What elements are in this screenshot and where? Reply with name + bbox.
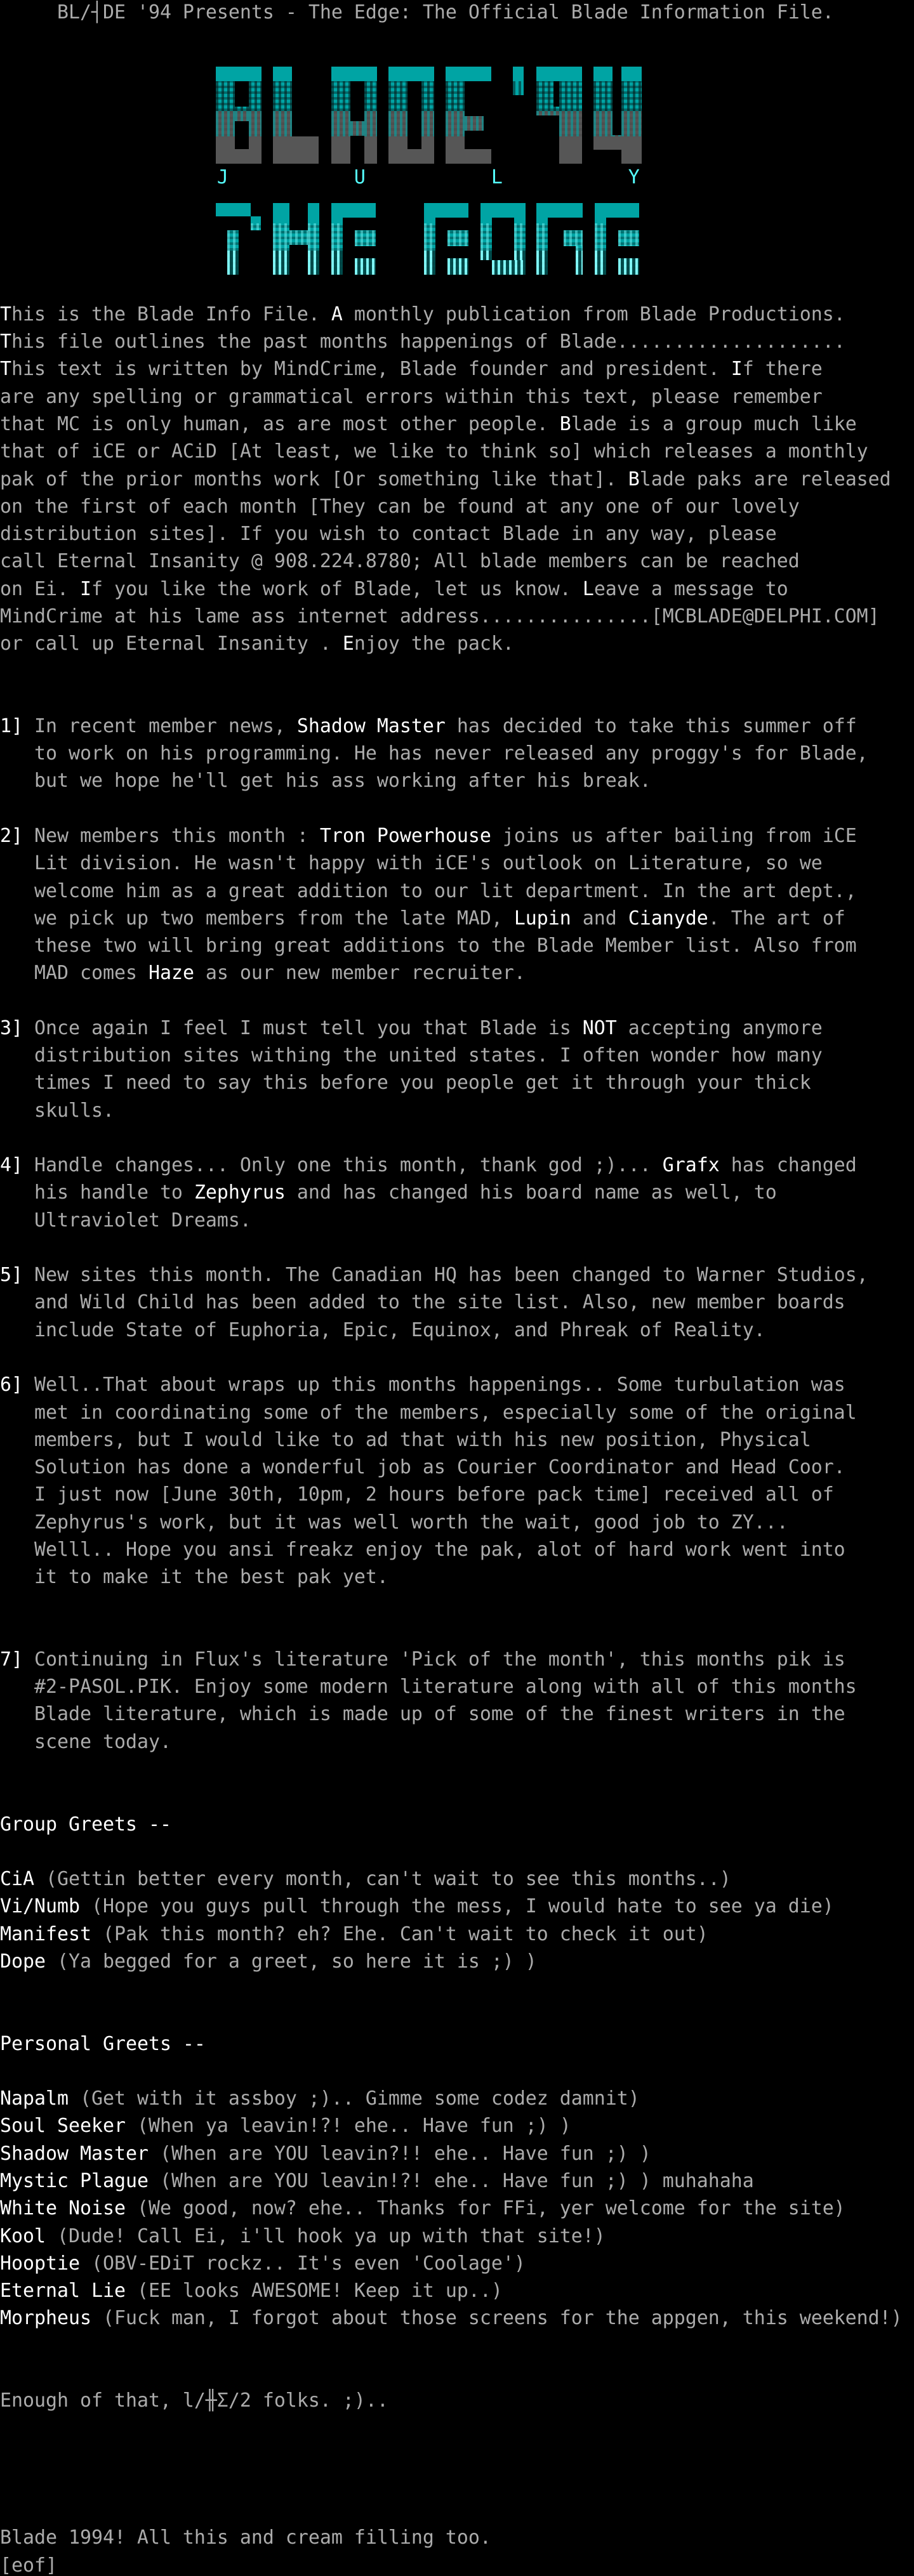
text-dim: (EE looks AWESOME! Keep it up..) <box>125 2280 503 2303</box>
text-bright: Haze <box>148 962 194 985</box>
logo-letter-E <box>424 203 468 275</box>
text-dim: New sites this month. The Canadian HQ has been changed to Warner Studios, <box>34 1264 868 1287</box>
blank-row <box>0 2332 914 2360</box>
logo-letter-part <box>446 67 465 164</box>
text-row <box>0 1042 914 1069</box>
text-dim: and <box>571 907 628 930</box>
text-dim: (Fuck man, I forgot about those screens for the appgen, this weekend!) <box>91 2307 903 2330</box>
text-row <box>0 2140 914 2167</box>
text-row <box>0 2387 914 2414</box>
text-dim: New members this month : <box>34 824 320 847</box>
text-bright: 4] <box>0 1154 34 1177</box>
logo-letter-9 <box>536 67 582 164</box>
text-bright: Group Greets -- <box>0 1813 171 1836</box>
text-dim: (OBV-EDiT rockz.. It's even 'Coolage') <box>79 2252 526 2275</box>
text-bright: 6] <box>0 1374 34 1396</box>
logo-letter-part <box>251 216 261 230</box>
text-dim: as our new member recruiter. <box>194 962 526 985</box>
text-dim: but we hope he'll get his ass working after his break. <box>0 770 651 792</box>
blank-row <box>0 1124 914 1152</box>
text-row <box>0 2552 914 2576</box>
text-row <box>0 383 914 411</box>
text-row <box>0 1069 914 1096</box>
logo-letter-part <box>536 203 583 218</box>
text-dim: Once again I feel I must tell you that Blade is <box>34 1016 583 1039</box>
text-row <box>0 2112 914 2139</box>
blank-row <box>0 657 914 685</box>
text-bright: A <box>331 303 343 325</box>
text-dim: accepting anymore <box>616 1016 823 1039</box>
text-row <box>0 355 914 383</box>
text-bright: B <box>628 468 640 490</box>
blank-row <box>0 1783 914 1810</box>
blank-row <box>0 2360 914 2387</box>
text-bright: Napalm <box>0 2087 69 2110</box>
text-row <box>0 850 914 877</box>
text-row <box>0 2250 914 2277</box>
text-row <box>0 1454 914 1481</box>
text-bright: T <box>0 303 11 325</box>
text-bright: 3] <box>0 1016 34 1039</box>
text-row <box>0 1426 914 1454</box>
blank-row <box>0 273 914 301</box>
blank-row <box>0 987 914 1015</box>
text-dim: members, but I would like to ad that with his new position, Physical <box>0 1428 811 1451</box>
text-bright: I <box>79 577 91 600</box>
text-row <box>0 1563 914 1591</box>
logo-letter-part <box>618 230 639 246</box>
text-dim: Zephyrus's work, but it was well worth the wait, good job to ZY... <box>0 1511 788 1534</box>
text-row <box>0 1865 914 1893</box>
text-dim: and Wild Child has been added to the site list. Also, new member boards <box>0 1291 845 1314</box>
text-dim: joins us after bailing from iCE <box>491 824 857 847</box>
logo-letter-part <box>447 230 468 246</box>
text-row <box>0 1948 914 1975</box>
text-dim: f there <box>742 358 823 381</box>
text-bright: Shadow Master <box>0 2142 149 2165</box>
text-row <box>0 2277 914 2304</box>
text-row <box>0 2304 914 2332</box>
text-dim: MAD comes <box>0 962 149 985</box>
logo-letter-D <box>388 67 434 164</box>
text-dim: on the first of each month [They can be found at any one of our lovely <box>0 495 800 518</box>
text-dim: (Get with it assboy ;).. Gimme some codez damnit) <box>68 2087 640 2110</box>
text-row <box>0 164 914 191</box>
logo-letter-part <box>308 203 319 275</box>
logo-letter-part <box>465 67 491 81</box>
logo-letter-part <box>407 67 434 81</box>
text-dim: has decided to take this summer off <box>445 714 857 737</box>
blank-row <box>0 1619 914 1646</box>
text-row <box>0 411 914 438</box>
text-row <box>0 1317 914 1344</box>
logo-letter-part <box>576 246 583 275</box>
text-dim: distribution sites withing the united states. I often wonder how many <box>0 1044 823 1067</box>
text-bright: Kool <box>0 2224 46 2247</box>
text-row <box>0 1646 914 1673</box>
text-dim: distribution sites]. If you wish to contact Blade in any way, please <box>0 523 777 546</box>
text-dim: skulls. <box>0 1099 114 1122</box>
logo-letter-H <box>273 203 319 275</box>
text-dim: on Ei. <box>0 577 80 600</box>
blank-row <box>0 2469 914 2497</box>
text-dim: eave a message to <box>593 577 788 600</box>
text-dim: Blade literature, which is made up of some of the finest writers in the <box>0 1703 845 1726</box>
text-dim: welcome him as a great addition to our lit department. In the art dept., <box>0 879 857 902</box>
text-dim: are any spelling or grammatical errors within this text, please remember <box>0 385 823 408</box>
blank-row <box>0 2414 914 2441</box>
text-cyan: J U L Y <box>0 166 640 188</box>
logo-letter-part <box>480 203 526 218</box>
text-dim: Solution has done a wonderful job as Courier Coordinator and Head Coor. <box>0 1456 845 1479</box>
text-row <box>0 1673 914 1700</box>
blank-row <box>0 1975 914 2002</box>
logo-letter-part <box>492 260 526 275</box>
text-bright: Shadow Master <box>296 714 446 737</box>
text-bright: B <box>559 412 571 435</box>
text-bright: Vi/Numb <box>0 1895 80 1918</box>
text-dim: [eof] <box>0 2554 57 2576</box>
text-dim: f you like the work of Blade, let us know. <box>91 577 583 600</box>
text-row <box>0 520 914 548</box>
blank-row <box>0 26 914 53</box>
logo-letter-part <box>424 203 468 218</box>
logo-letter-part <box>447 258 468 275</box>
text-dim: (When are YOU leavin!?! ehe.. Have fun ;) ) muhahaha <box>148 2169 754 2192</box>
logo-letter-part <box>618 258 639 275</box>
text-row <box>0 1289 914 1316</box>
text-row <box>0 603 914 630</box>
text-row <box>0 740 914 767</box>
logo-letter-part <box>331 203 376 218</box>
logo-letter-part <box>350 67 377 81</box>
logo-letter-part <box>559 67 582 164</box>
text-row <box>0 2030 914 2058</box>
text-dim: lade paks are released <box>639 468 891 490</box>
text-bright: T <box>0 331 11 353</box>
logo-letter-part <box>273 67 292 164</box>
text-row <box>0 1261 914 1289</box>
text-row <box>0 1921 914 1948</box>
text-row <box>0 1371 914 1398</box>
text-dim: Ultraviolet Dreams. <box>0 1209 251 1232</box>
logo-letter-part <box>407 149 434 164</box>
text-bright: 5] <box>0 1264 34 1287</box>
text-row <box>0 822 914 850</box>
logo-letter-E <box>446 67 491 164</box>
logo-letter-part <box>273 203 289 275</box>
text-dim: (Hope you guys pull through the mess, I would hate to see ya die) <box>79 1895 834 1918</box>
text-bright: T <box>0 358 11 381</box>
logo-letter-part <box>593 67 613 150</box>
text-bright: NOT <box>582 1016 617 1039</box>
text-dim: pak of the prior months work [Or something like that]. <box>0 468 628 490</box>
text-row <box>0 877 914 905</box>
blank-row <box>0 2497 914 2524</box>
logo-letter-part <box>235 149 249 164</box>
logo-letter-E <box>331 203 376 275</box>
logo-letter-part <box>364 81 377 164</box>
text-dim: (We good, now? ehe.. Thanks for FFi, yer welcome for the site) <box>125 2197 845 2220</box>
text-row <box>0 1207 914 1234</box>
text-bright: Cianyde <box>628 907 708 930</box>
text-bright: 2] <box>0 824 34 847</box>
text-bright: Hooptie <box>0 2252 80 2275</box>
text-row <box>0 2195 914 2222</box>
text-bright: CiA <box>0 1868 34 1891</box>
text-row <box>0 0 914 26</box>
text-dim: (Dude! Call Ei, i'll hook ya up with that site!) <box>45 2224 606 2247</box>
logo-letter-A <box>331 67 377 164</box>
text-row <box>0 630 914 657</box>
text-bright: L <box>582 577 594 600</box>
text-bright: Personal Greets -- <box>0 2032 206 2055</box>
logo-letter-part <box>564 230 583 246</box>
text-dim: monthly publication from Blade Productions. <box>342 303 845 325</box>
text-dim: Handle changes... Only one this month, thank god ;)... <box>34 1154 663 1177</box>
text-row <box>0 959 914 987</box>
text-dim: met in coordinating some of the members, especially some of the original <box>0 1401 857 1424</box>
logo-letter-B <box>216 67 262 164</box>
text-dim: has changed <box>719 1154 857 1177</box>
blank-row <box>0 1838 914 1865</box>
text-dim: these two will bring great additions to the Blade Member list. Also from <box>0 935 857 957</box>
logo-letter-L <box>273 67 319 164</box>
text-row <box>0 301 914 328</box>
blank-row <box>0 1234 914 1261</box>
logo-letter-part <box>621 67 642 164</box>
text-bright: Eternal Lie <box>0 2280 126 2303</box>
text-dim: that MC is only human, as are most other people. <box>0 412 560 435</box>
logo-letter-part <box>235 67 249 81</box>
text-bright: Mystic Plague <box>0 2169 149 2192</box>
text-dim: I just now [June 30th, 10pm, 2 hours before pack time] received all of <box>0 1483 834 1506</box>
logo-letter-part <box>216 67 235 164</box>
logo-letter-E <box>595 203 639 275</box>
text-dim: his file outlines the past months happenings of Blade.................... <box>11 331 845 353</box>
text-bright: Soul Seeker <box>0 2115 126 2138</box>
logo-letter-part <box>613 135 621 150</box>
text-bright: Tron Powerhouse <box>319 824 491 847</box>
text-row <box>0 1893 914 1920</box>
blank-row <box>0 685 914 713</box>
logo-letter-part <box>216 203 251 216</box>
text-row <box>0 548 914 575</box>
text-row <box>0 932 914 959</box>
text-row <box>0 1097 914 1124</box>
logo-letter-D <box>480 203 526 275</box>
text-dim: (Ya begged for a greet, so here it is ;) ) <box>45 1950 537 1973</box>
logo-letter-part <box>249 67 262 164</box>
logo-letter-part <box>235 107 249 121</box>
text-dim: (When ya leavin!?! ehe.. Have fun ;) ) <box>125 2115 571 2138</box>
blank-row <box>0 1756 914 1783</box>
logo-letter-part <box>465 149 491 164</box>
text-dim: njoy the pack. <box>354 633 514 655</box>
text-dim: Lit division. He wasn't happy with iCE's outlook on Literature, so we <box>0 852 823 875</box>
logo-letter-' <box>513 67 524 95</box>
text-dim: MindCrime at his lame ass internet address...............[MCBLADE@DELPHI.COM] <box>0 605 880 628</box>
text-dim: we pick up two members from the late MAD, <box>0 907 514 930</box>
text-bright: Dope <box>0 1950 46 1973</box>
text-dim: to work on his programming. He has never released any proggy's for Blade, <box>0 742 868 765</box>
text-dim: scene today. <box>0 1730 171 1753</box>
logo-letter-part <box>331 67 350 164</box>
text-row <box>0 1728 914 1756</box>
text-bright: 1] <box>0 714 34 737</box>
logo-letter-part <box>513 67 524 95</box>
logo-letter-part <box>355 230 376 246</box>
text-dim: that of iCE or ACiD [At least, we like to think so] which releases a monthly <box>0 440 868 463</box>
logo-letter-part <box>289 230 308 245</box>
text-dim: his is the Blade Info File. <box>11 303 331 325</box>
logo-letter-part <box>355 258 376 275</box>
text-dim: call Eternal Insanity @ 908.224.8780; All blade members can be reached <box>0 550 800 573</box>
blank-row <box>0 2058 914 2085</box>
logo-letter-part <box>514 218 526 260</box>
text-row <box>0 1015 914 1042</box>
text-row <box>0 438 914 465</box>
logo-letter-G <box>536 203 583 275</box>
text-dim: and has changed his board name as well, to <box>285 1181 777 1204</box>
text-row <box>0 328 914 355</box>
text-row <box>0 1179 914 1206</box>
blank-row <box>0 1344 914 1371</box>
text-dim: Continuing in Flux's literature 'Pick of the month', this months pik is <box>34 1648 845 1671</box>
text-row <box>0 2524 914 2551</box>
text-dim: include State of Euphoria, Epic, Equinox, and Phreak of Reality. <box>0 1318 765 1341</box>
text-dim: Well..That about wraps up this months happenings.. Some turbulation was <box>34 1374 845 1396</box>
blank-row <box>0 795 914 822</box>
text-row <box>0 2085 914 2112</box>
blank-row <box>0 2442 914 2469</box>
text-bright: Manifest <box>0 1922 91 1945</box>
text-dim: his handle to <box>0 1181 194 1204</box>
text-row <box>0 575 914 603</box>
text-dim: BL/┤DE '94 Presents - The Edge: The Official Blade Information File. <box>0 1 834 23</box>
logo-letter-part <box>388 67 407 164</box>
text-row <box>0 713 914 740</box>
blank-row <box>0 1591 914 1618</box>
logo-letter-part <box>292 136 319 164</box>
text-dim: (When are YOU leavin?!! ehe.. Have fun ;) ) <box>148 2142 651 2165</box>
logo-letter-part <box>595 203 639 218</box>
logo-letter-part <box>421 81 434 149</box>
text-bright: 7] <box>0 1648 34 1671</box>
text-dim: (Pak this month? eh? Ehe. Can't wait to check it out) <box>91 1922 708 1945</box>
text-row <box>0 1152 914 1179</box>
text-row <box>0 1481 914 1508</box>
text-dim: lade is a group much like <box>571 412 857 435</box>
text-dim: #2-PASOL.PIK. Enjoy some modern literature along with all of this months <box>0 1676 857 1699</box>
text-bright: Lupin <box>513 907 571 930</box>
logo-letter-part <box>536 67 553 115</box>
text-bright: I <box>731 358 743 381</box>
text-row <box>0 2167 914 2195</box>
text-bright: E <box>342 633 354 655</box>
text-dim: . The art of <box>708 907 845 930</box>
logo-letter-part <box>227 230 239 275</box>
text-dim: Blade 1994! All this and cream filling too. <box>0 2527 491 2549</box>
text-row <box>0 493 914 520</box>
logo-letter-part <box>465 116 484 131</box>
text-dim: Enough of that, l/╫Σ/2 folks. ;).. <box>0 2389 388 2412</box>
text-dim: In recent member news, <box>34 714 297 737</box>
logo-letter-part <box>350 121 364 136</box>
text-bright: White Noise <box>0 2197 126 2220</box>
text-bright: Morpheus <box>0 2307 91 2330</box>
text-row <box>0 1811 914 1838</box>
logo-letter-T <box>216 203 261 275</box>
text-row <box>0 466 914 493</box>
text-row <box>0 905 914 932</box>
text-dim: Welll.. Hope you ansi freakz enjoy the pak, alot of hard work went into <box>0 1538 845 1561</box>
text-bright: Grafx <box>662 1154 720 1177</box>
text-dim: it to make it the best pak yet. <box>0 1566 388 1589</box>
text-row <box>0 767 914 794</box>
text-row <box>0 1509 914 1536</box>
blank-row <box>0 2002 914 2030</box>
logo-letter-4 <box>593 67 642 164</box>
text-row <box>0 1536 914 1563</box>
text-dim: times I need to say this before you people get it through your thick <box>0 1072 811 1094</box>
text-row <box>0 1399 914 1426</box>
text-dim: (Gettin better every month, can't wait to see this months..) <box>34 1868 731 1891</box>
text-bright: Zephyrus <box>194 1181 286 1204</box>
text-dim: or call up Eternal Insanity . <box>0 633 343 655</box>
text-dim: his text is written by MindCrime, Blade founder and president. <box>11 358 731 381</box>
logo-letter-part <box>553 107 559 115</box>
text-row <box>0 1700 914 1728</box>
text-row <box>0 2223 914 2250</box>
